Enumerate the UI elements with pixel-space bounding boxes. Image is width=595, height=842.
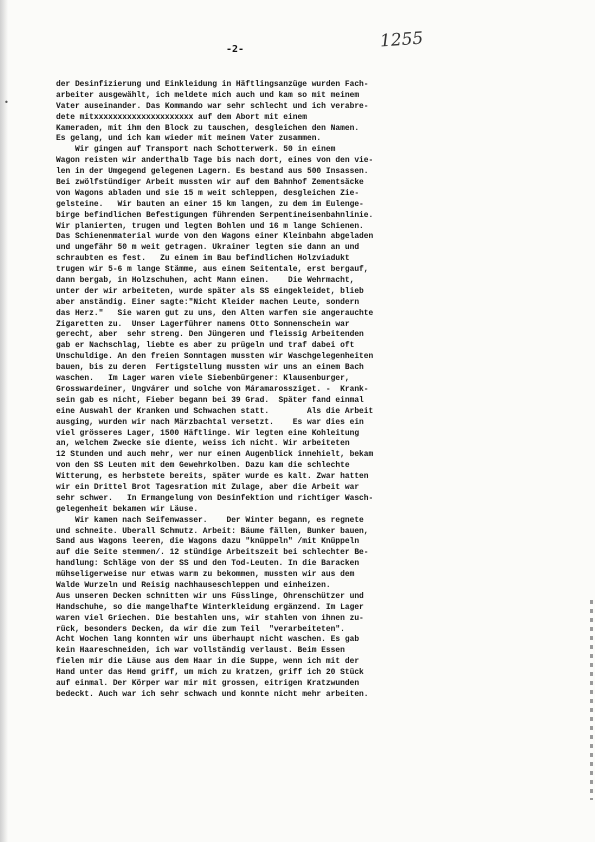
text-line: mühseligerweise nur etwas warm zu bekommen, mussten wir aus dem: [56, 570, 355, 580]
text-line: schraubten es fest. Zu einem im Bau befindlichen Holzviadukt: [56, 254, 350, 264]
text-line: Hand unter das Hemd griff, um mich zu kratzen, griff ich 20 Stück: [56, 668, 364, 678]
text-line: an, welchem Zwecke sie diente, weiss ich nicht. Wir arbeiteten: [56, 439, 350, 449]
text-line: ausging, wurden wir nach Märzbachtal versetzt. Es war dies ein: [56, 417, 364, 427]
text-line: Wagon reisten wir anderthalb Tage bis nach dort, eines von den vie-: [56, 156, 374, 166]
text-line: dete mitxxxxxxxxxxxxxxxxxxxxx auf dem Abort mit einem: [56, 112, 307, 122]
text-line: und ungefähr 50 m weit getragen. Ukrainer legten sie dann an und: [56, 243, 360, 253]
text-line: Aus unseren Decken schnitten wir uns Füsslinge, Ohrenschützer und: [56, 591, 364, 601]
text-line: Wir kamen nach Seifenwasser. Der Winter begann, es regnete: [56, 515, 364, 525]
text-line: Es gelang, und ich kam wieder mit meinem Vater zusammen.: [56, 134, 322, 144]
text-line: Das Schienenmaterial wurde von den Wagons einer Kleinbahn abgeladen: [56, 232, 374, 242]
text-line: wir ein Drittel Brot Tagesration mit Zulage, aber die Arbeit war: [56, 482, 360, 492]
text-line: Wir planierten, trugen und legten Bohlen und 16 m lange Schienen.: [56, 221, 364, 231]
text-line: Zigaretten zu. Unser Lagerführer namens Otto Sonnenschein war: [56, 319, 350, 329]
scan-edge-shadow: [0, 0, 8, 842]
text-line: Wir gingen auf Transport nach Schotterwerk. 50 in einem: [56, 145, 336, 155]
text-line: dann bergab, in Holzschuhen, acht Mann einen. Die Wehrmacht,: [56, 276, 355, 286]
text-line: das Herz." Sie waren gut zu uns, den Alten warfen sie angerauchte: [56, 308, 374, 318]
text-line: bedeckt. Auch war ich sehr schwach und konnte nicht mehr arbeiten.: [56, 689, 369, 699]
text-line: aber anständig. Einer sagte:"Nicht Kleider machen Leute, sondern: [56, 297, 360, 307]
text-line: Witterung, es herbstete bereits, später wurde es kalt. Zwar hatten: [56, 472, 369, 482]
text-line: rück, besonders Decken, da wir die zum Teil "verarbeiteten".: [56, 624, 345, 634]
text-line: handlung: Schläge von der SS und den Tod-Leuten. In die Baracken: [56, 559, 360, 569]
text-line: Kameraden, mit ihm den Block zu tauschen, desgleichen den Namen.: [56, 123, 360, 133]
text-line: und schneite. Überall Schmutz. Arbeit: Bäume fällen, Bunker bauen,: [56, 526, 369, 536]
text-line: sein gab es nicht, Fieber begann bei 39 Grad. Später fand einmal: [56, 395, 364, 405]
typewritten-body: [56, 80, 576, 701]
text-line: auf einmal. Der Körper war mir mit grossen, eitrigen Kratzwunden: [56, 678, 360, 688]
text-line: Grosswardeiner, Ungvárer und solche von Máramarossziget. - Krank-: [56, 384, 369, 394]
text-line: sehr schwer. In Ermangelung von Desinfektion und richtiger Wasch-: [56, 493, 374, 503]
page-number: -2-: [226, 44, 245, 55]
text-line: von den SS Leuten mit dem Gewehrkolben. Dazu kam die schlechte: [56, 461, 350, 471]
text-line: fielen mir die Läuse aus dem Haar in die Suppe, wenn ich mit der: [56, 657, 360, 667]
text-line: birge befindlichen Befestigungen führenden Serpentineisenbahnlinie.: [56, 210, 374, 220]
text-line: trugen wir 5-6 m lange Stämme, aus einem Seitentale, erst bergauf,: [56, 265, 369, 275]
text-line: Bei zwölfstündiger Arbeit mussten wir auf dem Bahnhof Zementsäcke: [56, 178, 364, 188]
text-line: waschen. Im Lager waren viele Siebenbürgener: Klausenburger,: [56, 374, 350, 384]
scan-edge-marks: [590, 600, 593, 800]
text-line: gelsteine. Wir bauten an einer 15 km langen, zu dem im Eulenge-: [56, 199, 364, 209]
text-line: 12 Stunden und auch mehr, wer nur einen Augenblick innehielt, bekam: [56, 450, 374, 460]
text-line: viel grösseres Lager, 1500 Häftlinge. Wir legten eine Kohleitung: [56, 428, 360, 438]
text-line: Sand aus Wagons leeren, die Wagons dazu "knüppeln" /mit Knüppeln: [56, 537, 360, 547]
text-line: auf die Seite stemmen/. 12 stündige Arbeitszeit bei schlechter Be-: [56, 548, 369, 558]
text-line: Acht Wochen lang konnten wir uns überhaupt nicht waschen. Es gab: [56, 635, 360, 645]
text-line: gerecht, aber sehr streng. Den Jüngeren und fleissig Arbeitenden: [56, 330, 364, 340]
text-line: waren viel Griechen. Die bestahlen uns, wir stahlen von ihnen zu-: [56, 613, 364, 623]
text-line: Vater auseinander. Das Kommando war sehr schlecht und ich verabre-: [56, 101, 369, 111]
archive-number-handwritten: 1255: [379, 28, 424, 52]
text-line: Unschuldige. An den freien Sonntagen mussten wir Waschgelegenheiten: [56, 352, 374, 362]
text-line: Handschuhe, so die mangelhafte Winterkleidung ergänzend. Im Lager: [56, 602, 364, 612]
text-line: gab er Nachschlag, liebte es aber zu prügeln und traf dabei oft: [56, 341, 355, 351]
text-line: gelegenheit bekamen wir Läuse.: [56, 504, 199, 514]
text-line: bauen, bis zu deren Fertigstellung mussten wir uns an einem Bach: [56, 363, 364, 373]
text-line: kein Haareschneiden, ich war vollständig verlaust. Beim Essen: [56, 646, 345, 656]
text-line: unter der wir arbeiteten, wurde später als SS eingekleidet, blieb: [56, 286, 364, 296]
text-line: Walde Wurzeln und Reisig nachhauseschleppen und einheizen.: [56, 580, 331, 590]
margin-mark: •: [4, 98, 9, 107]
text-line: eine Auswahl der Kranken und Schwachen statt. Als die Arbeit: [56, 406, 374, 416]
text-line: von Wagons abladen und sie 15 m weit schleppen, desgleichen Zie-: [56, 188, 360, 198]
text-line: arbeiter ausgewählt, ich meldete mich auch und kam so mit meinem: [56, 90, 360, 100]
text-line: der Desinfizierung und Einkleidung in Häftlingsanzüge wurden Fach-: [56, 80, 369, 89]
text-line: len in der Umgegend gelegenen Lagern. Es bestand aus 500 Insassen.: [56, 167, 369, 177]
